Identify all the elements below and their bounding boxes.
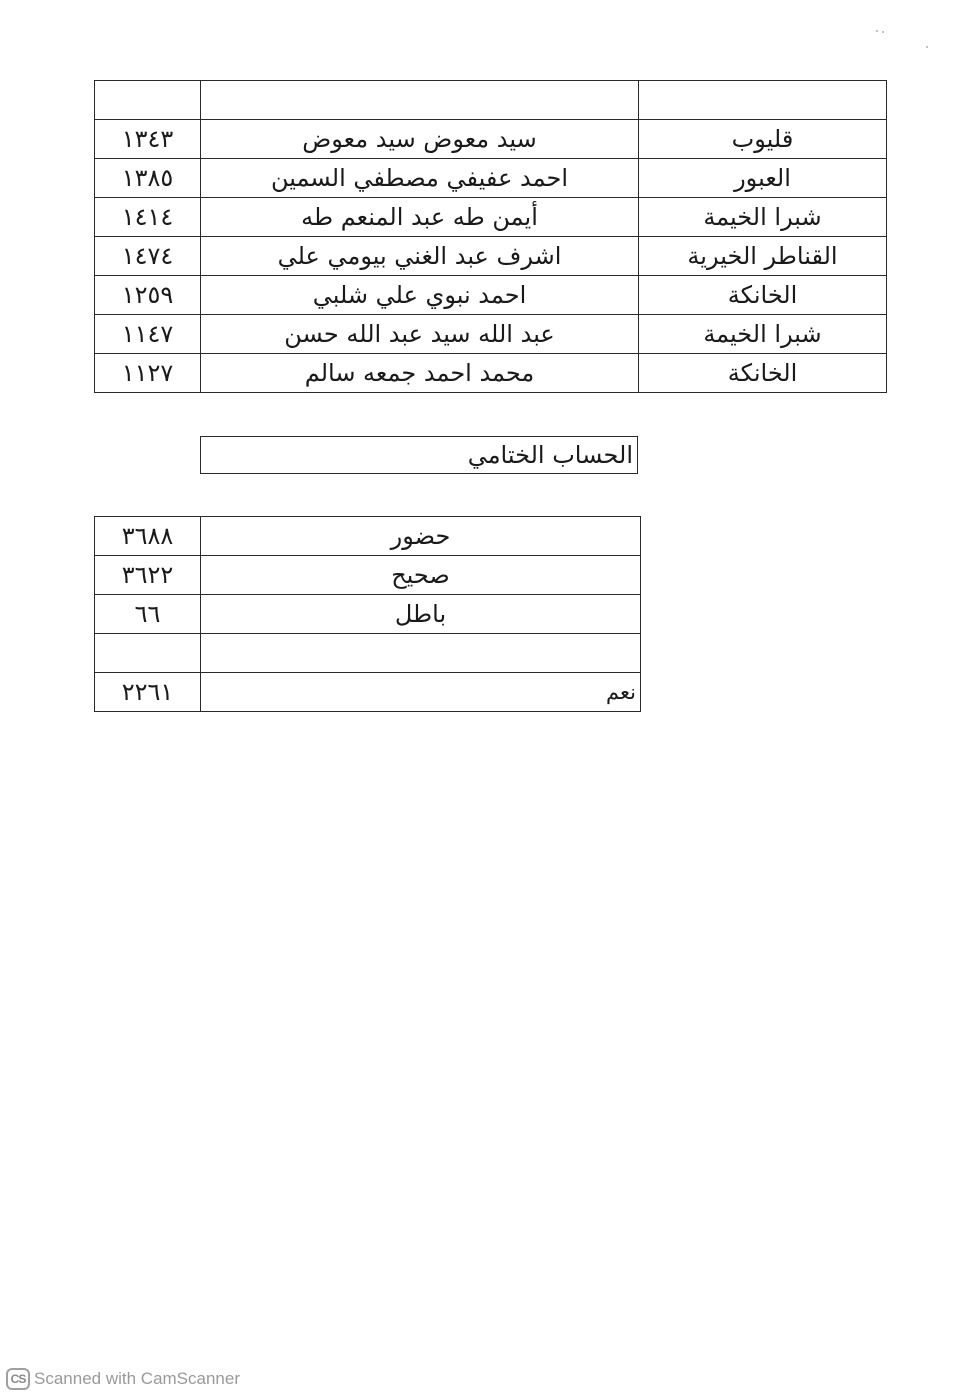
vote-count-cell: ١٣٤٣: [95, 120, 201, 159]
scan-speck: [876, 30, 878, 32]
summary-row-yes: [95, 673, 641, 712]
table-row: [95, 276, 887, 315]
header-name-cell: [201, 81, 639, 120]
table-row: [95, 354, 887, 393]
region-cell: شبرا الخيمة: [639, 198, 887, 237]
region-cell: القناطر الخيرية: [639, 237, 887, 276]
table-header-row: [95, 81, 887, 120]
vote-count-cell: ١١٤٧: [95, 315, 201, 354]
candidate-name-cell: أيمن طه عبد المنعم طه: [201, 198, 639, 237]
vote-count-cell: ١١٢٧: [95, 354, 201, 393]
scan-speck: [926, 46, 928, 48]
table-row: [95, 159, 887, 198]
vote-count-cell: ١٣٨٥: [95, 159, 201, 198]
summary-label-cell: باطل: [201, 595, 641, 634]
region-cell: الخانكة: [639, 354, 887, 393]
summary-row-valid: [95, 556, 641, 595]
summary-count-cell: ٢٢٦١: [95, 673, 201, 712]
camscanner-text: Scanned with CamScanner: [34, 1369, 241, 1388]
summary-count-cell: ٦٦: [95, 595, 201, 634]
final-account-heading: الحساب الختامي: [200, 436, 638, 474]
region-cell: قليوب: [639, 120, 887, 159]
summary-row-invalid: [95, 595, 641, 634]
scan-speck: [882, 31, 884, 33]
candidate-name-cell: احمد عفيفي مصطفي السمين: [201, 159, 639, 198]
header-number-cell: [95, 81, 201, 120]
summary-label-cell: نعم: [201, 673, 641, 712]
final-account-table: [94, 516, 641, 712]
summary-label-cell: حضور: [201, 517, 641, 556]
table-row: [95, 237, 887, 276]
table-row: [95, 198, 887, 237]
candidate-name-cell: عبد الله سيد عبد الله حسن: [201, 315, 639, 354]
vote-count-cell: ١٤١٤: [95, 198, 201, 237]
candidate-name-cell: احمد نبوي علي شلبي: [201, 276, 639, 315]
camscanner-logo-icon: CS: [6, 1368, 30, 1390]
summary-count-cell: ٣٦٢٢: [95, 556, 201, 595]
header-region-cell: [639, 81, 887, 120]
candidate-name-cell: اشرف عبد الغني بيومي علي: [201, 237, 639, 276]
vote-count-cell: ١٤٧٤: [95, 237, 201, 276]
table-row: [95, 315, 887, 354]
summary-label-cell: [201, 634, 641, 673]
summary-row-attendance: [95, 517, 641, 556]
region-cell: العبور: [639, 159, 887, 198]
summary-row-empty: [95, 634, 641, 673]
results-table: [94, 80, 887, 393]
camscanner-watermark: [6, 1366, 240, 1392]
summary-label-cell: صحيح: [201, 556, 641, 595]
region-cell: الخانكة: [639, 276, 887, 315]
summary-count-cell: ٣٦٨٨: [95, 517, 201, 556]
vote-count-cell: ١٢٥٩: [95, 276, 201, 315]
candidate-name-cell: سيد معوض سيد معوض: [201, 120, 639, 159]
summary-count-cell: [95, 634, 201, 673]
table-row: [95, 120, 887, 159]
region-cell: شبرا الخيمة: [639, 315, 887, 354]
candidate-name-cell: محمد احمد جمعه سالم: [201, 354, 639, 393]
